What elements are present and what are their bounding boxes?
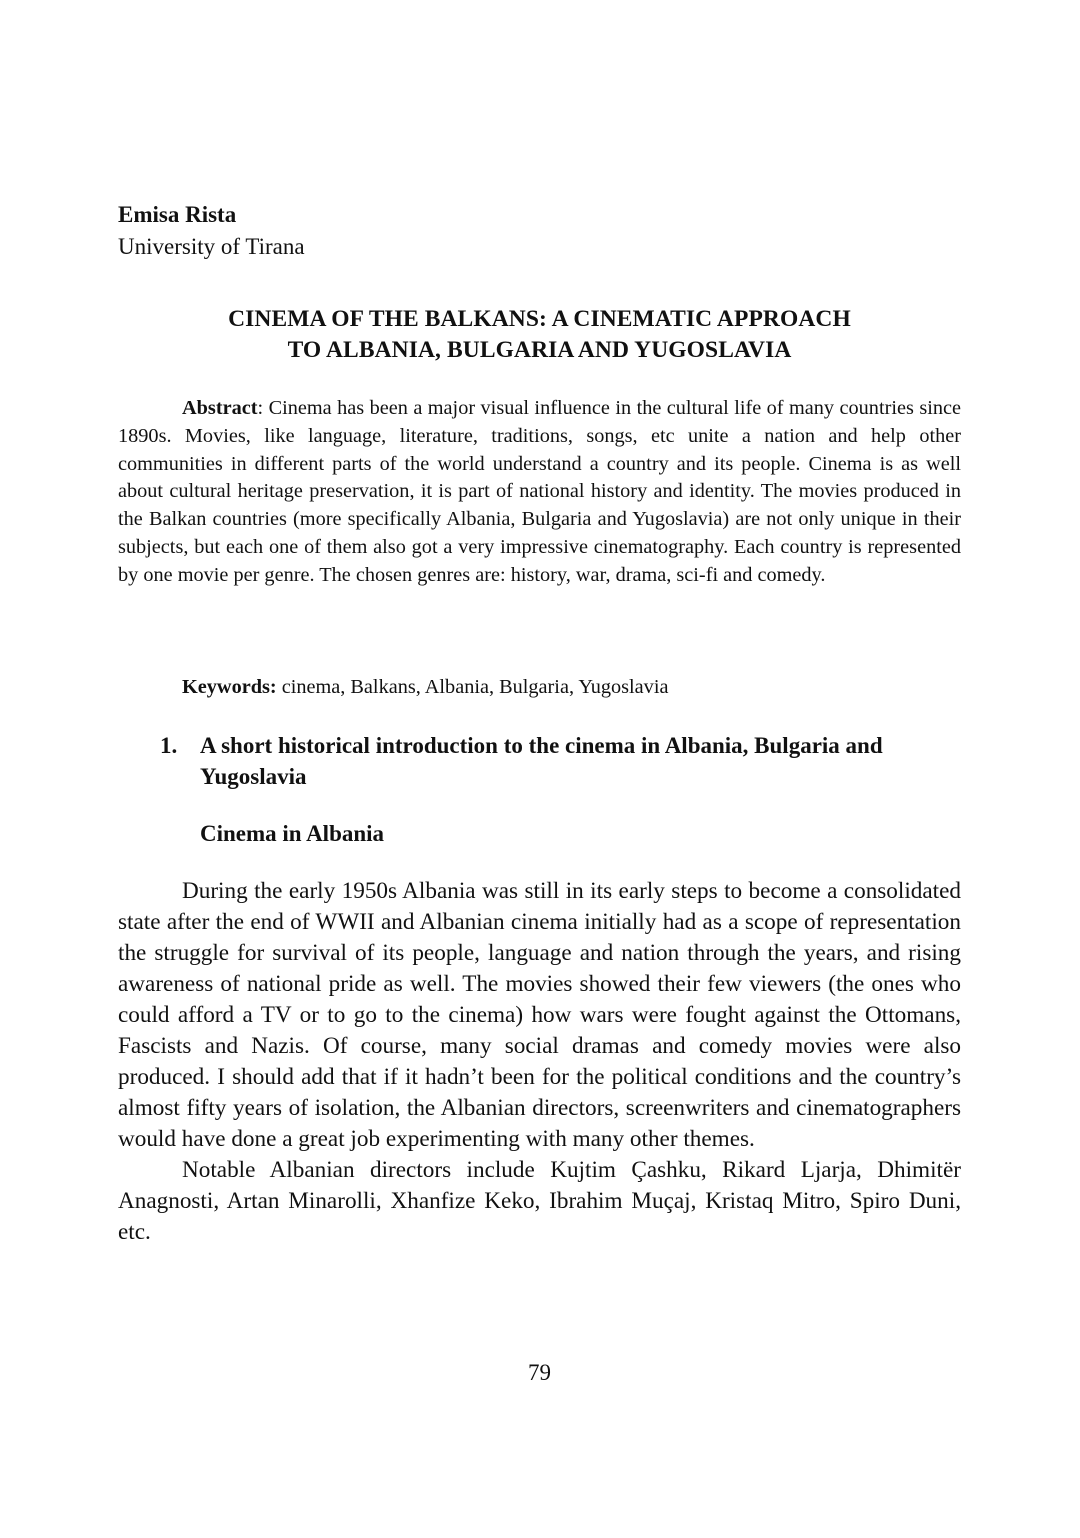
abstract-label: Abstract	[182, 397, 258, 419]
keywords	[182, 673, 668, 701]
page-number: 79	[528, 1360, 551, 1385]
title-line-1: CINEMA OF THE BALKANS: A CINEMATIC APPROACH	[228, 306, 851, 332]
abstract	[118, 395, 961, 590]
section-heading-text: A short historical introduction to the cinema in Albania, Bulgaria and Yugoslavia	[200, 733, 883, 789]
body-paragraph-2: Notable Albanian directors include Kujtim Çashku, Rikard Ljarja, Dhimitër Anagnosti, Artan Minarolli, Xhanfize Keko, Ibrahim Muçaj, Kristaq Mitro, Spiro Duni, etc.	[118, 1157, 961, 1245]
author-block	[118, 199, 305, 263]
title-line-2: TO ALBANIA, BULGARIA AND YUGOSLAVIA	[287, 337, 792, 363]
author-name: Emisa Rista	[118, 202, 237, 227]
section-number: 1.	[160, 733, 178, 758]
body-text	[118, 876, 961, 1248]
body-paragraph-1: During the early 1950s Albania was still in its early steps to become a consolidated state after the end of WWII and Albanian cinema initially had as a scope of representation the struggle for survival of its people, language and nation through the years, and rising awareness of national pride as well. The movies showed their few viewers (the ones who could afford a TV or to go to the cinema) how wars were fought against the Ottomans, Fascists and Nazis. Of course, many social dramas and comedy movies were also produced. I should add that if it hadn’t been for the political conditions and the country’s almost fifty years of isolation, the Albanian directors, screenwriters and cinematographers would have done a great job experimenting with many other themes.	[118, 878, 961, 1152]
abstract-text: : Cinema has been a major visual influence in the cultural life of many countries since 1890s. Movies, like language, literature, traditions, songs, etc unite a nation and help other communities in different parts of the world understand a country and its people. Cinema is as well about cultural heritage preservation, it is part of national history and identity. The movies produced in the Balkan countries (more specifically Albania, Bulgaria and Yugoslavia) are not only unique in their subjects, but each one of them also got a very impressive cinematography. Each country is represented by one movie per genre. The chosen genres are: history, war, drama, sci-fi and comedy.	[118, 397, 961, 586]
author-affiliation: University of Tirana	[118, 234, 305, 259]
paper-title	[118, 304, 961, 366]
keywords-label: Keywords:	[182, 676, 277, 698]
subsection-heading: Cinema in Albania	[200, 821, 385, 846]
paper-page	[118, 0, 961, 1538]
section-heading	[160, 730, 950, 792]
keywords-text: cinema, Balkans, Albania, Bulgaria, Yugoslavia	[276, 676, 669, 698]
